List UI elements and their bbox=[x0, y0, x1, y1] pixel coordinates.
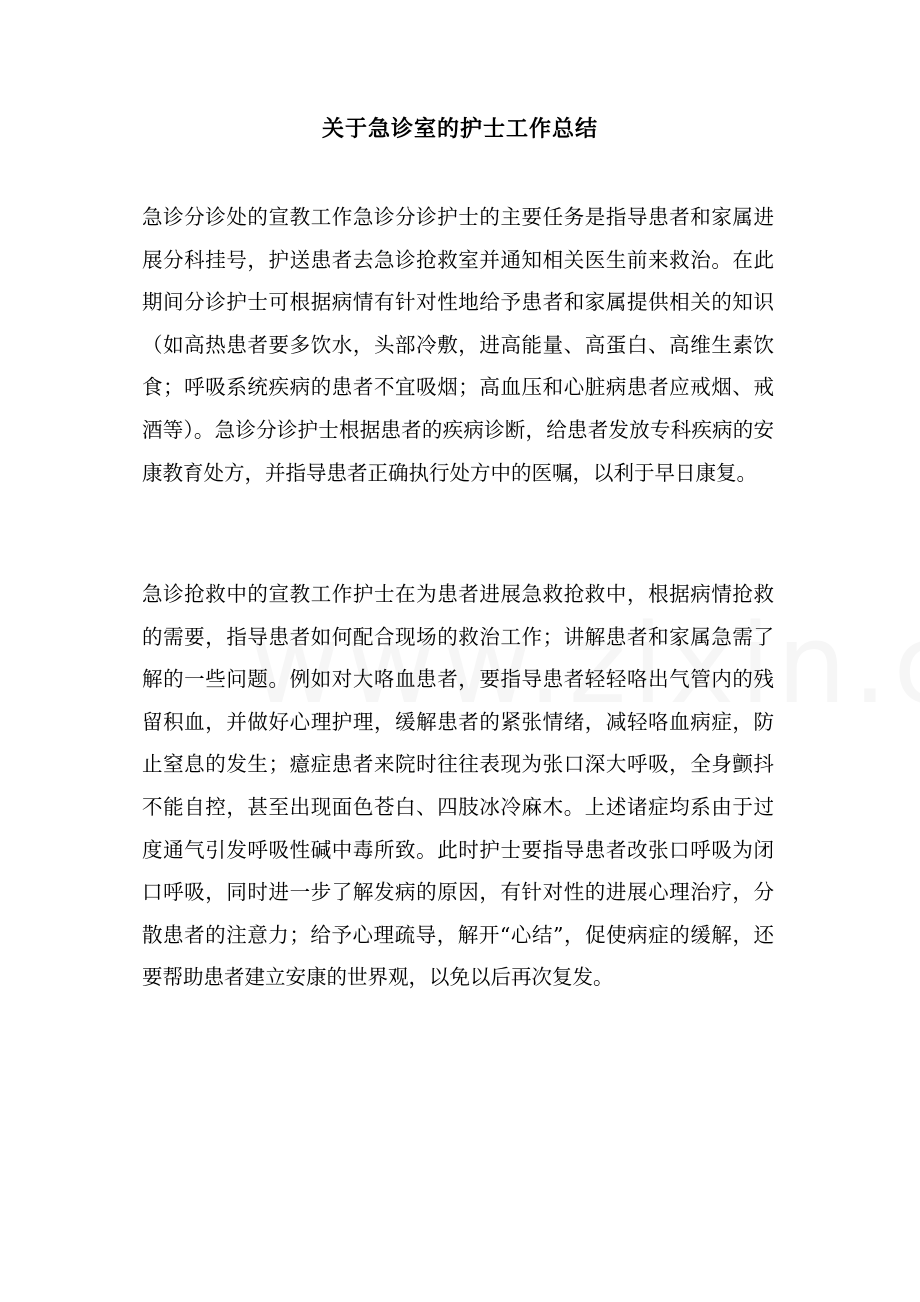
paragraph-1: 急诊分诊处的宣教工作急诊分诊护士的主要任务是指导患者和家属进展分科挂号，护送患者去急诊抢救室并通知相关医生前来救治。在此期间分诊护士可根据病情有针对性地给予患者和家属提供相关的知识（如高热患者要多饮水，头部冷敷，进高能量、高蛋白、高维生素饮食；呼吸系统疾病的患者不宜吸烟；高血压和心脏病患者应戒烟、戒酒等）。急诊分诊护士根据患者的疾病诊断，给患者发放专科疾病的安康教育处方，并指导患者正确执行处方中的医嘱，以利于早日康复。 bbox=[142, 205, 774, 485]
document-title: 关于急诊室的护士工作总结 bbox=[321, 117, 598, 142]
paragraph-2: 急诊抢救中的宣教工作护士在为患者进展急救抢救中，根据病情抢救的需要，指导患者如何配合现场的救治工作；讲解患者和家属急需了解的一些问题。例如对大咯血患者，要指导患者轻轻咯出气管内的残留积血，并做好心理护理，缓解患者的紧张情绪，减轻咯血病症，防止窒息的发生；癔症患者来院时往往表现为张口深大呼吸，全身颤抖不能自控，甚至出现面色苍白、四肢冰冷麻木。上述诸症均系由于过度通气引发呼吸性碱中毒所致。此时护士要指导患者改张口呼吸为闭口呼吸，同时进一步了解发病的原因，有针对性的进展心理治疗，分散患者的注意力；给予心理疏导，解开“心结”，促使病症的缓解，还要帮助患者建立安康的世界观，以免以后再次复发。 bbox=[142, 582, 774, 990]
